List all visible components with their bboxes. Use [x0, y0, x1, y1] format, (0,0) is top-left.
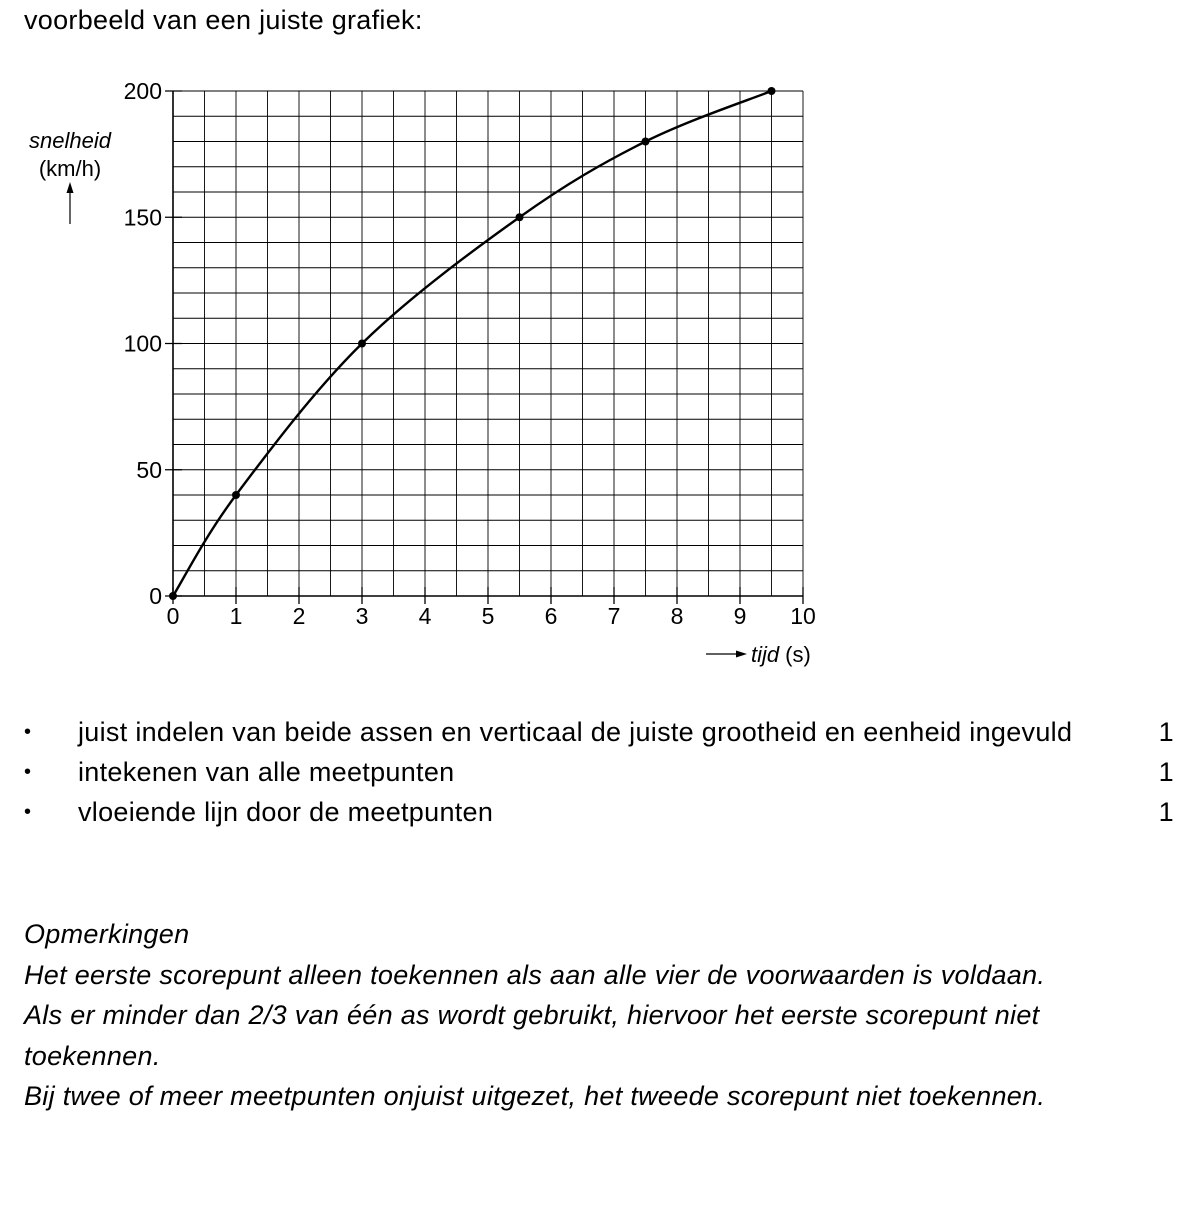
- x-axis-label: [706, 642, 811, 667]
- criteria-text: intekenen van alle meetpunten: [78, 757, 455, 787]
- remark-item: Bij twee of meer meetpunten onjuist uitgezet, het tweede scorepunt niet toekennen.: [24, 1081, 1046, 1111]
- y-axis-label: [29, 128, 112, 224]
- criteria-item: [24, 792, 1174, 832]
- y-tick-label: 200: [123, 78, 162, 104]
- x-tick-label: 8: [670, 603, 684, 629]
- x-axis-label-quantity: tijd: [751, 642, 780, 667]
- bullet: •: [24, 801, 32, 823]
- y-axis-label-unit: (km/h): [38, 156, 102, 181]
- data-point: [169, 592, 177, 600]
- remarks: [24, 914, 1154, 1117]
- criteria-text: juist indelen van beide assen en verticaal de juiste grootheid en eenheid ingevuld: [78, 717, 1073, 747]
- y-tick-label: 50: [136, 456, 162, 483]
- remark-item: Als er minder dan 2/3 van één as wordt gebruikt, hiervoor het eerste scorepunt niet toekennen.: [24, 1000, 1040, 1071]
- criteria-points: 1: [1158, 797, 1174, 827]
- intro-text: voorbeeld van een juiste grafiek:: [24, 5, 423, 35]
- y-tick-labels: [124, 78, 162, 609]
- x-tick-label: 9: [733, 603, 747, 629]
- data-point: [768, 87, 776, 95]
- criteria-item: [24, 712, 1174, 752]
- grid-minor: [173, 91, 803, 596]
- data-point: [232, 491, 240, 499]
- y-tick-label: 0: [149, 583, 162, 609]
- x-axis-label-text: [751, 642, 811, 667]
- x-axis-label-unit: (s): [785, 642, 811, 667]
- data-point: [642, 138, 650, 146]
- remark-item: Het eerste scorepunt alleen toekennen als aan alle vier de voorwaarden is voldaan.: [24, 959, 1046, 990]
- x-tick-label: 3: [355, 603, 369, 629]
- criteria-item: [24, 752, 1174, 792]
- x-tick-label: 10: [790, 603, 816, 629]
- x-tick-label: 5: [481, 603, 495, 629]
- x-tick-label: 7: [607, 603, 621, 629]
- x-tick-label: 0: [166, 603, 180, 629]
- x-tick-label: 1: [229, 603, 243, 629]
- bullet: •: [24, 721, 32, 743]
- ticks: [165, 91, 803, 604]
- y-axis-arrow-head: [67, 182, 74, 193]
- data-point: [516, 213, 524, 221]
- y-tick-label: 150: [123, 204, 162, 231]
- bullet: •: [24, 761, 32, 783]
- y-tick-label: 100: [123, 330, 162, 357]
- x-tick-label: 2: [292, 603, 306, 629]
- x-tick-label: 4: [418, 603, 432, 629]
- x-axis-arrow-head: [736, 651, 747, 658]
- criteria-list: [24, 712, 1174, 832]
- x-tick-labels: [167, 603, 816, 629]
- remarks-heading: Opmerkingen: [24, 919, 190, 949]
- criteria-text: vloeiende lijn door de meetpunten: [78, 797, 494, 827]
- y-axis-label-quantity: snelheid: [29, 128, 111, 153]
- x-tick-label: 6: [544, 603, 558, 629]
- criteria-points: 1: [1158, 757, 1174, 787]
- criteria-points: 1: [1158, 717, 1174, 747]
- data-point: [358, 340, 366, 348]
